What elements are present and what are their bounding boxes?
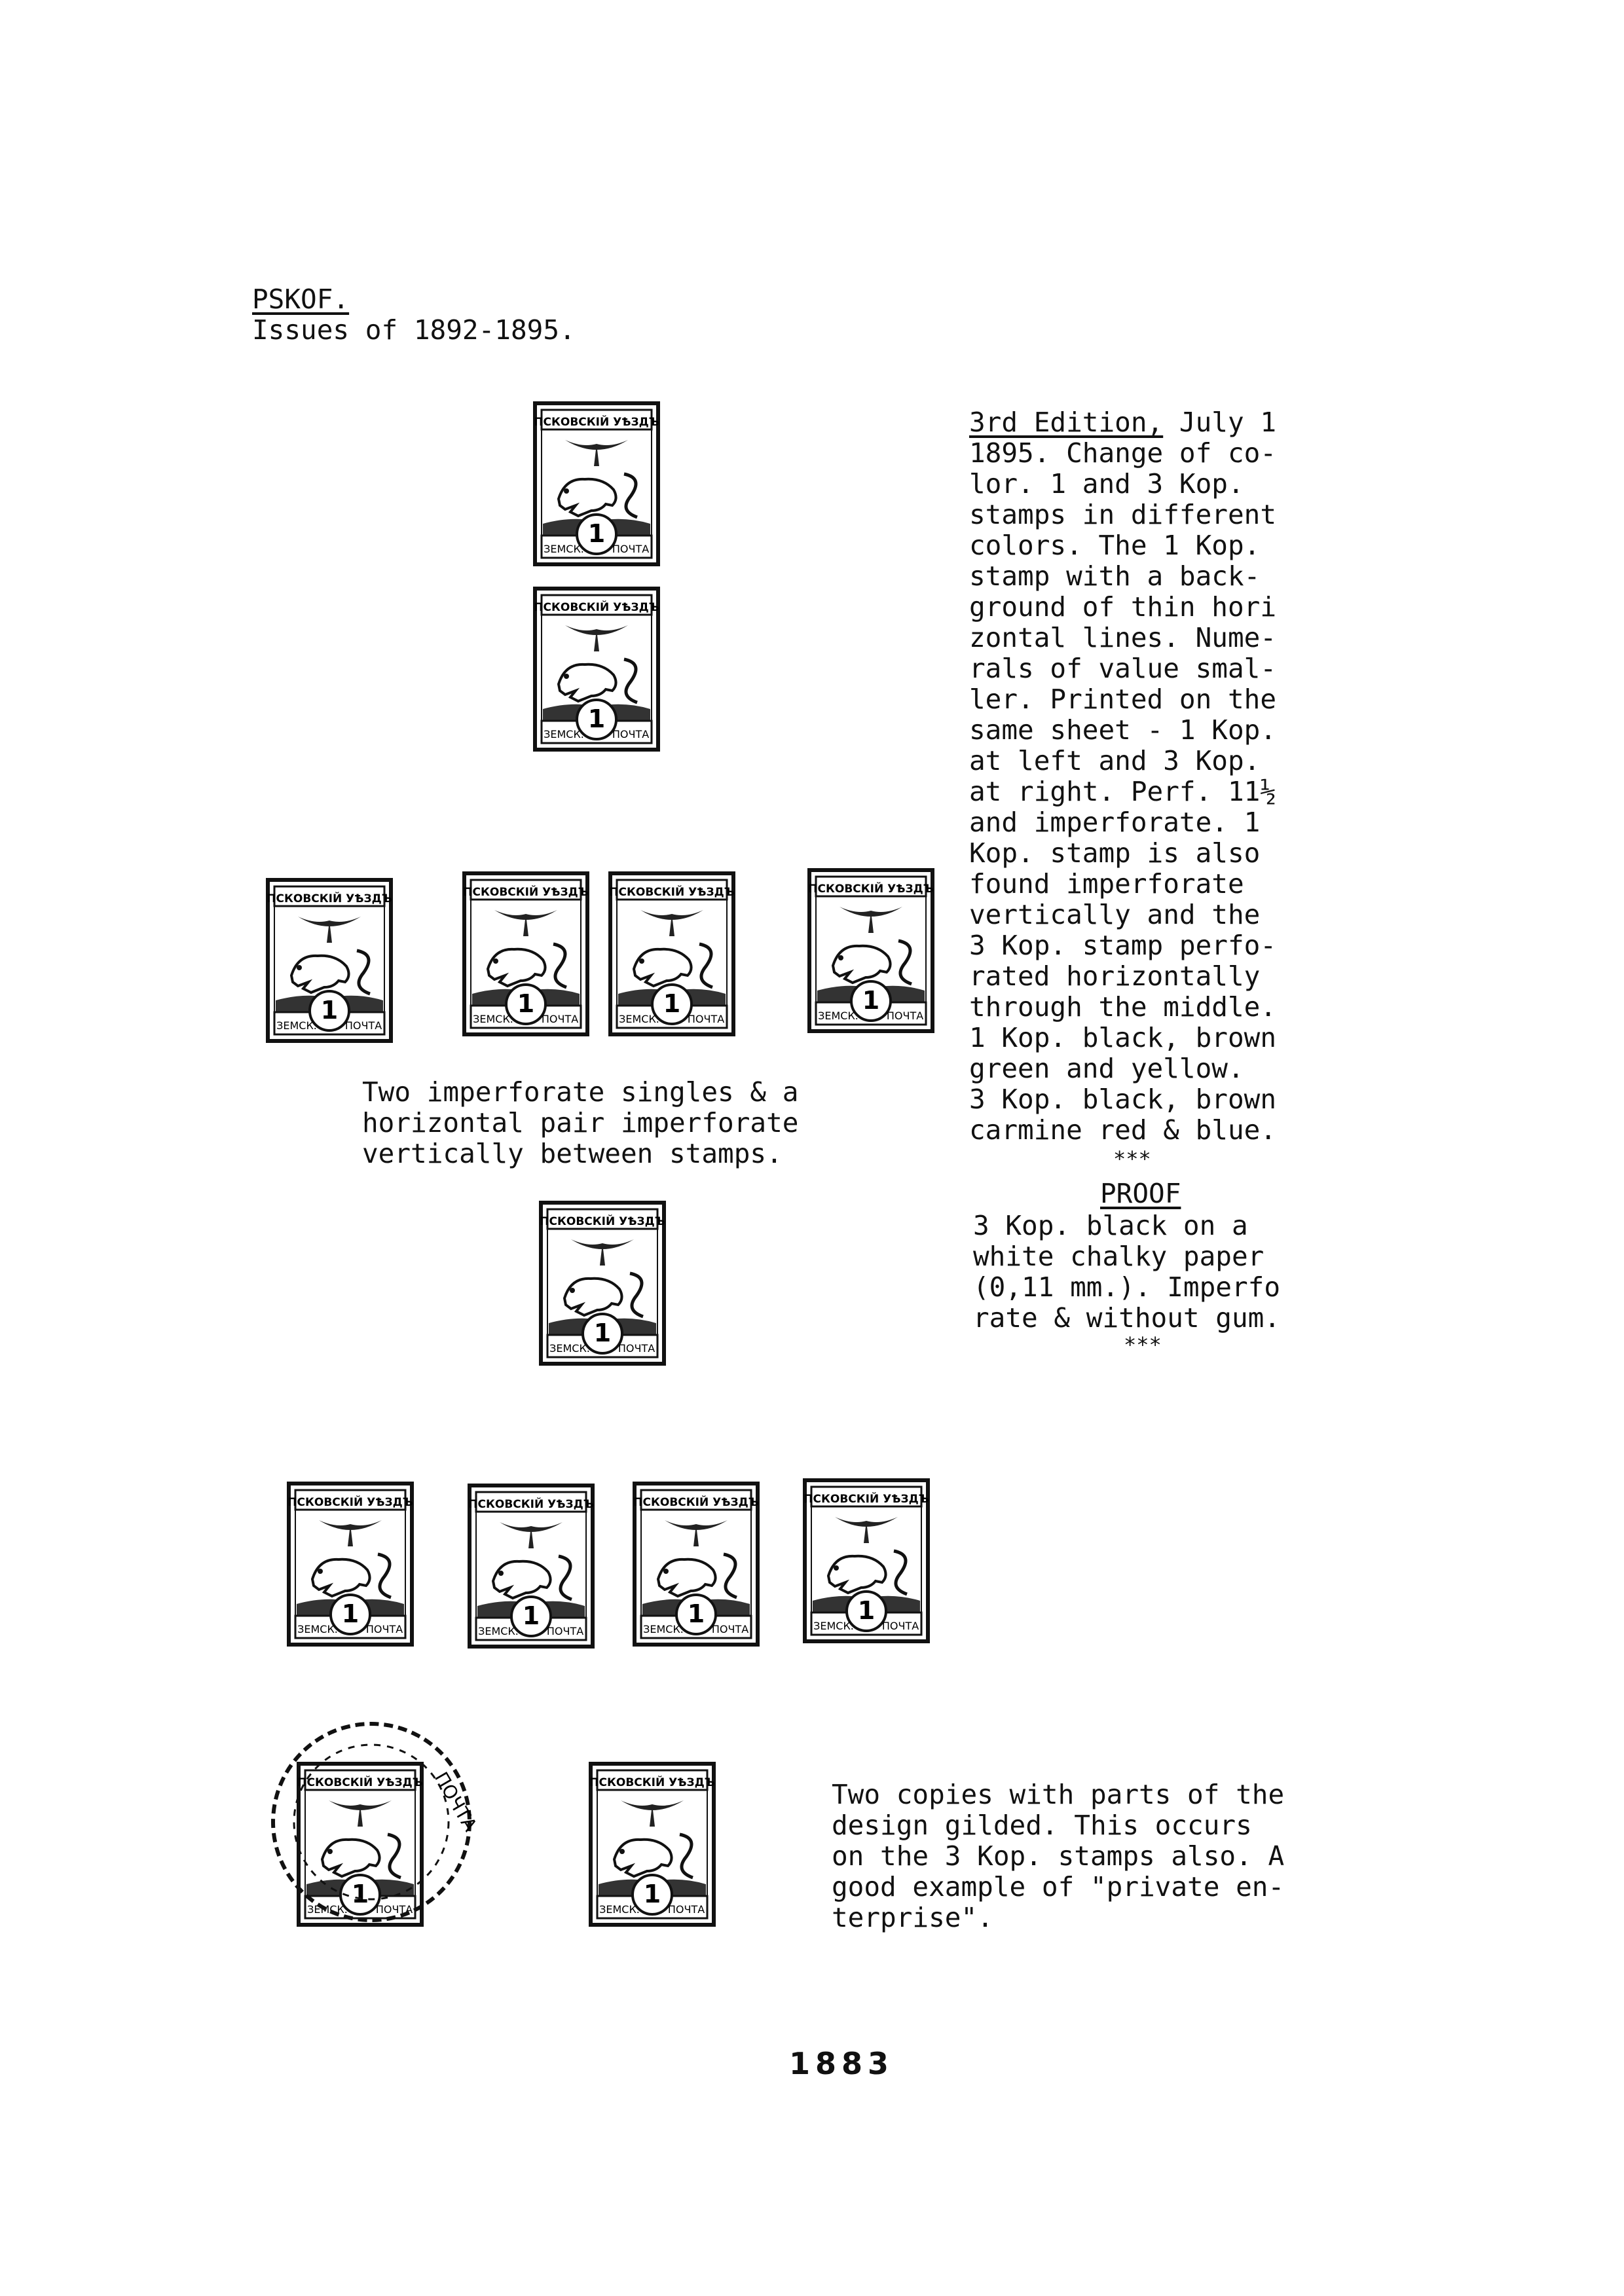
caption-gilded — [832, 1779, 1284, 1933]
svg-text:ЗЕМСК.: ЗЕМСК. — [276, 1019, 317, 1032]
svg-text:ПОЧТА: ПОЧТА — [612, 728, 650, 740]
caption-line: good example of "private en- — [832, 1871, 1285, 1903]
svg-text:ЗЕМСК.: ЗЕМСК. — [473, 1013, 513, 1025]
separator: *** — [1124, 1332, 1162, 1357]
edition-text-block — [969, 407, 1276, 1172]
svg-text:ЗЕМСК.: ЗЕМСК. — [818, 1010, 858, 1022]
stamp-image — [467, 1483, 595, 1649]
svg-text:ПОЧТА: ПОЧТА — [541, 1013, 579, 1025]
edition-line: Kop. stamp is also — [969, 837, 1261, 869]
stamp-image — [265, 877, 394, 1044]
page-number: 1883 — [789, 2046, 895, 2081]
stamp-image — [802, 1478, 931, 1644]
svg-text:ПСКОВСКIЙ УѢЗДЪ: ПСКОВСКIЙ УѢЗДЪ — [534, 601, 659, 614]
stamp-image — [608, 871, 736, 1037]
svg-text:1: 1 — [522, 1601, 540, 1630]
svg-text:ПОЧТА: ПОЧТА — [881, 1620, 919, 1632]
svg-text:ПСКОВСКIЙ УѢЗДЪ: ПСКОВСКIЙ УѢЗДЪ — [468, 1498, 594, 1511]
stamp-image — [286, 1481, 415, 1647]
caption-line: horizontal pair imperforate — [362, 1107, 799, 1139]
proof-line: (0,11 mm.). Imperfo — [973, 1271, 1280, 1303]
proof-line: rate & without gum. — [973, 1302, 1280, 1334]
svg-text:ПОЧТА: ПОЧТА — [375, 1903, 413, 1916]
proof-line: 3 Kop. black on a — [973, 1210, 1248, 1241]
svg-text:ПОЧТА: ПОЧТА — [667, 1903, 705, 1916]
svg-text:ЗЕМСК.: ЗЕМСК. — [599, 1903, 640, 1916]
stamp-image — [632, 1481, 760, 1647]
caption-line: Two copies with parts of the — [832, 1779, 1285, 1810]
svg-text:1: 1 — [341, 1599, 360, 1628]
svg-text:ПОЧТА: ПОЧТА — [344, 1019, 382, 1032]
svg-text:ЗЕМСК.: ЗЕМСК. — [643, 1623, 684, 1635]
svg-text:ЗЕМСК.: ЗЕМСК. — [544, 543, 584, 555]
svg-text:ПСКОВСКIЙ УѢЗДЪ: ПСКОВСКIЙ УѢЗДЪ — [297, 1776, 423, 1789]
caption-line: terprise". — [832, 1902, 993, 1933]
edition-line: zontal lines. Nume- — [969, 622, 1276, 653]
svg-text:ЗЕМСК.: ЗЕМСК. — [478, 1625, 519, 1637]
caption-line: on the 3 Kop. stamps also. A — [832, 1840, 1285, 1872]
stamp-image — [532, 586, 661, 752]
proof-text-block — [973, 1211, 1280, 1356]
svg-text:1: 1 — [320, 996, 339, 1025]
edition-line: rated horizontally — [969, 960, 1261, 992]
edition-line: rals of value smal- — [969, 653, 1276, 684]
svg-text:ПСКОВСКIЙ УѢЗДЪ: ПСКОВСКIЙ УѢЗДЪ — [589, 1776, 715, 1789]
separator: *** — [1113, 1146, 1151, 1171]
svg-text:ПСКОВСКIЙ УѢЗДЪ: ПСКОВСКIЙ УѢЗДЪ — [463, 886, 589, 899]
proof-heading: PROOF — [1100, 1178, 1181, 1209]
edition-line: 3 Kop. stamp perfo- — [969, 930, 1276, 961]
svg-text:1: 1 — [351, 1880, 369, 1908]
svg-text:ПОЧТА: ПОЧТА — [711, 1623, 749, 1635]
edition-line: found imperforate — [969, 868, 1244, 900]
title-pskof: PSKOF. — [252, 283, 350, 315]
svg-text:ПОЧТА: ПОЧТА — [365, 1623, 403, 1635]
edition-line: stamp with a back- — [969, 560, 1261, 592]
svg-text:1: 1 — [857, 1596, 876, 1625]
edition-line: at left and 3 Kop. — [969, 745, 1261, 776]
stamp-image — [538, 1200, 667, 1366]
svg-text:ЗЕМСК.: ЗЕМСК. — [619, 1013, 659, 1025]
svg-text:1: 1 — [862, 986, 880, 1015]
svg-text:ПОЧТА: ПОЧТА — [430, 1768, 478, 1835]
caption-line: Two imperforate singles & a — [362, 1076, 799, 1108]
svg-text:ПСКОВСКIЙ УѢЗДЪ: ПСКОВСКIЙ УѢЗДЪ — [287, 1496, 413, 1509]
svg-text:ПОЧТА: ПОЧТА — [687, 1013, 725, 1025]
edition-line: green and yellow. — [969, 1053, 1244, 1084]
svg-text:ЗЕМСК.: ЗЕМСК. — [544, 728, 584, 740]
edition-line: ler. Printed on the — [969, 683, 1276, 715]
svg-text:ЗЕМСК.: ЗЕМСК. — [297, 1623, 338, 1635]
edition-line: lor. 1 and 3 Kop. — [969, 468, 1244, 500]
svg-text:ПСКОВСКIЙ УѢЗДЪ: ПСКОВСКIЙ УѢЗДЪ — [609, 886, 735, 899]
edition-line: same sheet - 1 Kop. — [969, 714, 1276, 746]
svg-text:1: 1 — [643, 1880, 661, 1908]
edition-line: carmine red & blue. — [969, 1114, 1276, 1146]
stamp-image — [807, 867, 935, 1034]
svg-text:1: 1 — [587, 704, 606, 733]
svg-text:ПСКОВСКIЙ УѢЗДЪ: ПСКОВСКIЙ УѢЗДЪ — [633, 1496, 759, 1509]
edition-line: 1 Kop. black, brown — [969, 1022, 1276, 1053]
edition-line: 3 Kop. black, brown — [969, 1084, 1276, 1115]
svg-text:ПОЧТА: ПОЧТА — [612, 543, 650, 555]
edition-line: at right. Perf. 11½ — [969, 776, 1276, 807]
proof-title — [1100, 1178, 1181, 1209]
edition-line: and imperforate. 1 — [969, 807, 1261, 838]
svg-text:ПСКОВСКIЙ УѢЗДЪ: ПСКОВСКIЙ УѢЗДЪ — [267, 892, 392, 905]
edition-line: 3rd Edition, July 1 — [969, 407, 1277, 438]
edition-line: colors. The 1 Kop. — [969, 530, 1261, 561]
svg-text:1: 1 — [517, 989, 535, 1018]
svg-text:1: 1 — [587, 519, 606, 548]
svg-text:ПСКОВСКIЙ УѢЗДЪ: ПСКОВСКIЙ УѢЗДЪ — [808, 883, 934, 896]
caption-line: vertically between stamps. — [362, 1138, 783, 1169]
stamp-image — [532, 401, 661, 567]
caption-imperforate — [362, 1077, 798, 1169]
stamp-image — [588, 1761, 716, 1927]
edition-line: vertically and the — [969, 899, 1261, 930]
edition-line: stamps in different — [969, 499, 1276, 530]
svg-text:ПОЧТА: ПОЧТА — [618, 1342, 655, 1355]
svg-text:ЗЕМСК.: ЗЕМСК. — [307, 1903, 348, 1916]
page-title — [252, 284, 349, 315]
svg-text:ПСКОВСКIЙ УѢЗДЪ: ПСКОВСКIЙ УѢЗДЪ — [540, 1215, 665, 1228]
svg-text:1: 1 — [687, 1599, 705, 1628]
svg-text:1: 1 — [593, 1319, 612, 1347]
svg-text:1: 1 — [663, 989, 681, 1018]
svg-text:ЗЕМСК.: ЗЕМСК. — [549, 1342, 590, 1355]
edition-heading: 3rd Edition, — [969, 407, 1164, 438]
edition-line: through the middle. — [969, 991, 1276, 1023]
svg-text:ЗЕМСК.: ЗЕМСК. — [813, 1620, 854, 1632]
svg-text:ПСКОВСКIЙ УѢЗДЪ: ПСКОВСКIЙ УѢЗДЪ — [803, 1493, 929, 1506]
stamp-image — [462, 871, 590, 1037]
page-subtitle: Issues of 1892-1895. — [252, 314, 576, 346]
svg-text:ПОЧТА: ПОЧТА — [886, 1010, 924, 1022]
postmark-cancellation — [265, 1714, 478, 1930]
edition-line: ground of thin hori — [969, 591, 1276, 623]
svg-text:ПОЧТА: ПОЧТА — [546, 1625, 584, 1637]
proof-line: white chalky paper — [973, 1241, 1264, 1272]
caption-line: design gilded. This occurs — [832, 1810, 1252, 1841]
stamp-top-text: ПСКОВСКIЙ УѢЗДЪ — [534, 416, 659, 429]
edition-line: 1895. Change of co- — [969, 437, 1276, 469]
